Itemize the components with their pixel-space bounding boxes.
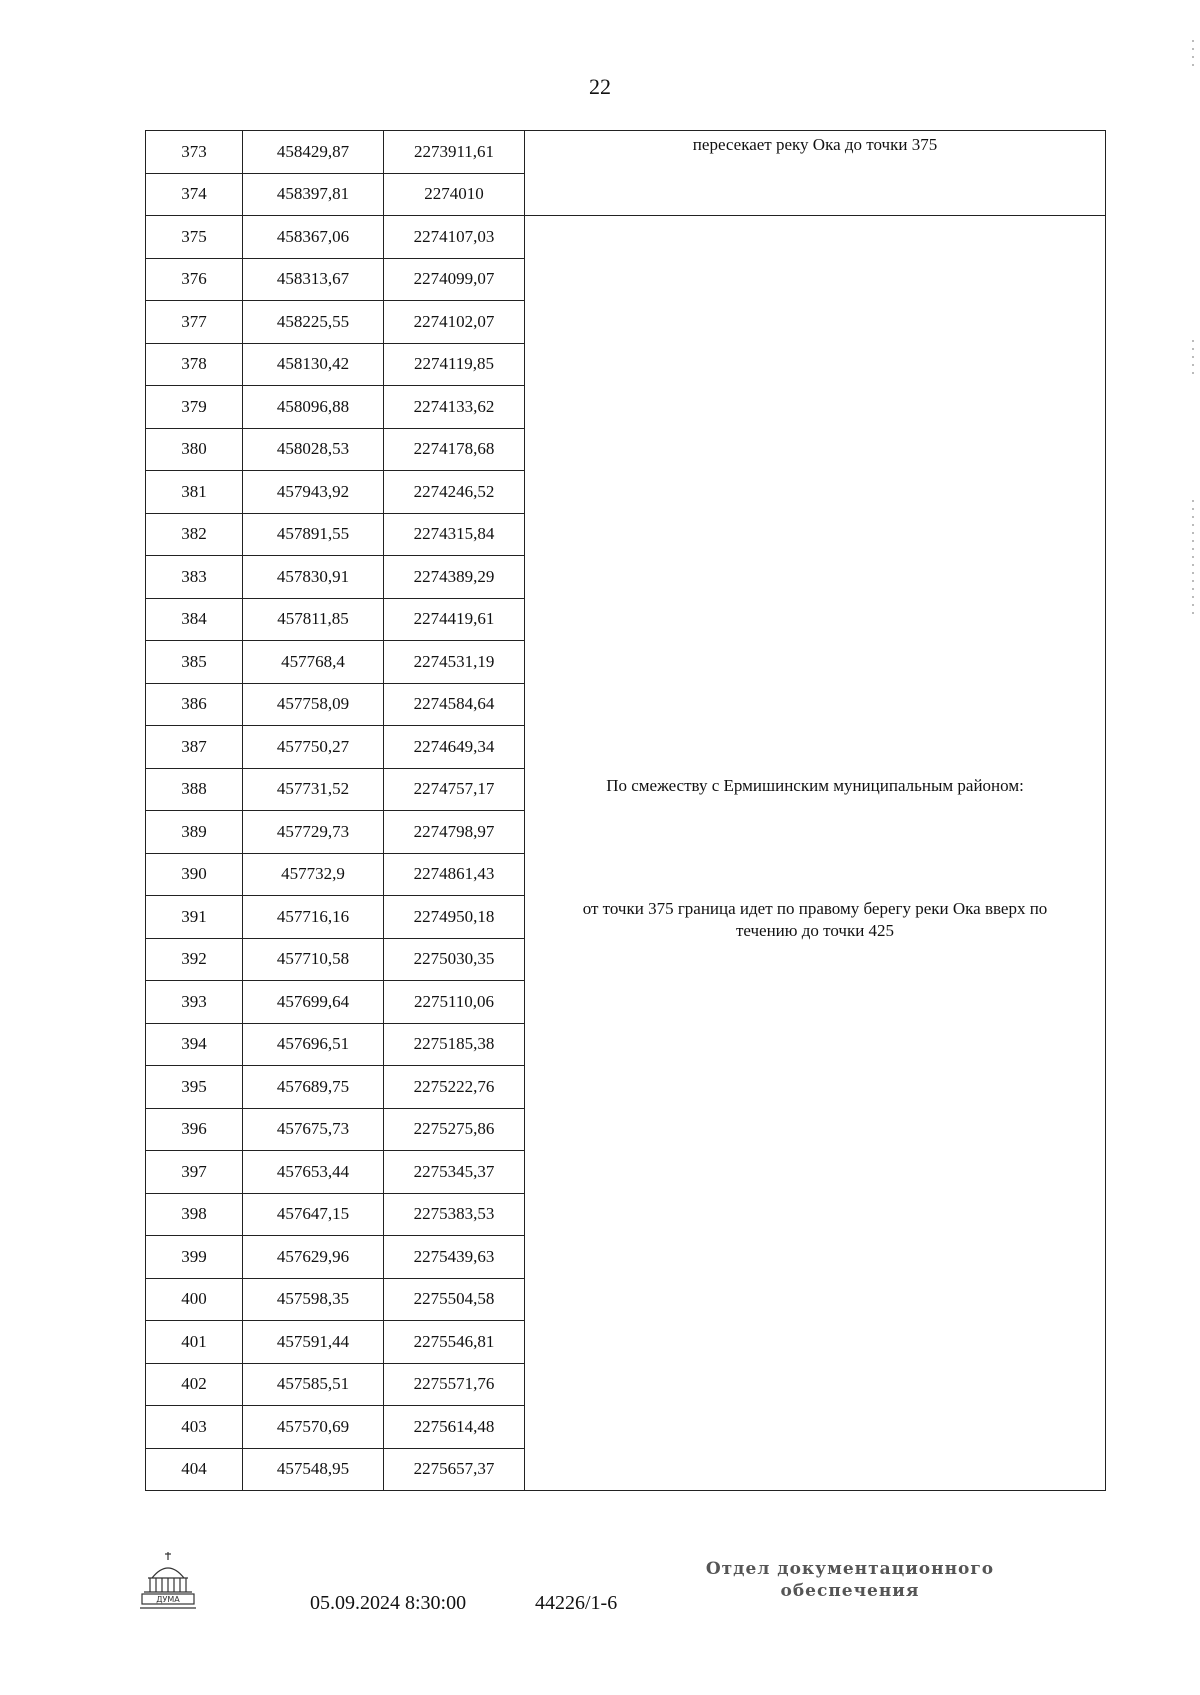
x-coordinate-cell: 457647,15 bbox=[243, 1193, 384, 1236]
x-coordinate-cell: 457731,52 bbox=[243, 768, 384, 811]
y-coordinate-cell: 2274102,07 bbox=[384, 301, 525, 344]
y-coordinate-cell: 2274389,29 bbox=[384, 556, 525, 599]
y-coordinate-cell: 2275345,37 bbox=[384, 1151, 525, 1194]
y-coordinate-cell: 2274315,84 bbox=[384, 513, 525, 556]
x-coordinate-cell: 457653,44 bbox=[243, 1151, 384, 1194]
point-number-cell: 379 bbox=[146, 386, 243, 429]
y-coordinate-cell: 2274950,18 bbox=[384, 896, 525, 939]
point-number-cell: 387 bbox=[146, 726, 243, 769]
department-stamp-line1: Отдел документационного bbox=[705, 1559, 995, 1579]
point-number-cell: 375 bbox=[146, 216, 243, 259]
x-coordinate-cell: 457710,58 bbox=[243, 938, 384, 981]
x-coordinate-cell: 458429,87 bbox=[243, 131, 384, 174]
x-coordinate-cell: 457716,16 bbox=[243, 896, 384, 939]
coordinates-table-body bbox=[146, 131, 1106, 1491]
point-number-cell: 390 bbox=[146, 853, 243, 896]
point-number-cell: 392 bbox=[146, 938, 243, 981]
point-number-cell: 398 bbox=[146, 1193, 243, 1236]
description-heading: По смежеству с Ермишинским муниципальным районом: bbox=[606, 776, 1024, 795]
x-coordinate-cell: 457811,85 bbox=[243, 598, 384, 641]
x-coordinate-cell: 457585,51 bbox=[243, 1363, 384, 1406]
department-stamp bbox=[700, 1558, 1000, 1602]
x-coordinate-cell: 457689,75 bbox=[243, 1066, 384, 1109]
footer-doc-number: 44226/1-6 bbox=[535, 1592, 618, 1614]
scan-margin-marks bbox=[1192, 500, 1194, 620]
point-number-cell: 399 bbox=[146, 1236, 243, 1279]
y-coordinate-cell: 2274798,97 bbox=[384, 811, 525, 854]
x-coordinate-cell: 457750,27 bbox=[243, 726, 384, 769]
point-number-cell: 383 bbox=[146, 556, 243, 599]
y-coordinate-cell: 2275383,53 bbox=[384, 1193, 525, 1236]
x-coordinate-cell: 457629,96 bbox=[243, 1236, 384, 1279]
point-number-cell: 384 bbox=[146, 598, 243, 641]
x-coordinate-cell: 457891,55 bbox=[243, 513, 384, 556]
point-number-cell: 396 bbox=[146, 1108, 243, 1151]
point-number-cell: 394 bbox=[146, 1023, 243, 1066]
y-coordinate-cell: 2275185,38 bbox=[384, 1023, 525, 1066]
point-number-cell: 389 bbox=[146, 811, 243, 854]
x-coordinate-cell: 457943,92 bbox=[243, 471, 384, 514]
point-number-cell: 393 bbox=[146, 981, 243, 1024]
x-coordinate-cell: 457591,44 bbox=[243, 1321, 384, 1364]
y-coordinate-cell: 2275030,35 bbox=[384, 938, 525, 981]
y-coordinate-cell: 2275110,06 bbox=[384, 981, 525, 1024]
x-coordinate-cell: 457732,9 bbox=[243, 853, 384, 896]
point-number-cell: 404 bbox=[146, 1448, 243, 1491]
x-coordinate-cell: 457548,95 bbox=[243, 1448, 384, 1491]
point-number-cell: 380 bbox=[146, 428, 243, 471]
point-number-cell: 391 bbox=[146, 896, 243, 939]
x-coordinate-cell: 458028,53 bbox=[243, 428, 384, 471]
point-number-cell: 397 bbox=[146, 1151, 243, 1194]
svg-text:ДУМА: ДУМА bbox=[156, 1595, 180, 1604]
x-coordinate-cell: 457699,64 bbox=[243, 981, 384, 1024]
y-coordinate-cell: 2275657,37 bbox=[384, 1448, 525, 1491]
point-number-cell: 400 bbox=[146, 1278, 243, 1321]
point-number-cell: 385 bbox=[146, 641, 243, 684]
point-number-cell: 401 bbox=[146, 1321, 243, 1364]
x-coordinate-cell: 457758,09 bbox=[243, 683, 384, 726]
y-coordinate-cell: 2274119,85 bbox=[384, 343, 525, 386]
point-number-cell: 382 bbox=[146, 513, 243, 556]
x-coordinate-cell: 457768,4 bbox=[243, 641, 384, 684]
point-number-cell: 381 bbox=[146, 471, 243, 514]
y-coordinate-cell: 2274133,62 bbox=[384, 386, 525, 429]
y-coordinate-cell: 2275504,58 bbox=[384, 1278, 525, 1321]
x-coordinate-cell: 457598,35 bbox=[243, 1278, 384, 1321]
duma-logo bbox=[138, 1548, 198, 1612]
y-coordinate-cell: 2274107,03 bbox=[384, 216, 525, 259]
y-coordinate-cell: 2274010 bbox=[384, 173, 525, 216]
point-number-cell: 403 bbox=[146, 1406, 243, 1449]
point-number-cell: 376 bbox=[146, 258, 243, 301]
point-number-cell: 373 bbox=[146, 131, 243, 174]
y-coordinate-cell: 2274757,17 bbox=[384, 768, 525, 811]
x-coordinate-cell: 457570,69 bbox=[243, 1406, 384, 1449]
x-coordinate-cell: 457729,73 bbox=[243, 811, 384, 854]
y-coordinate-cell: 2274649,34 bbox=[384, 726, 525, 769]
y-coordinate-cell: 2275571,76 bbox=[384, 1363, 525, 1406]
x-coordinate-cell: 457675,73 bbox=[243, 1108, 384, 1151]
point-number-cell: 386 bbox=[146, 683, 243, 726]
y-coordinate-cell: 2273911,61 bbox=[384, 131, 525, 174]
x-coordinate-cell: 458130,42 bbox=[243, 343, 384, 386]
x-coordinate-cell: 458225,55 bbox=[243, 301, 384, 344]
table-row bbox=[146, 131, 1106, 174]
y-coordinate-cell: 2274861,43 bbox=[384, 853, 525, 896]
y-coordinate-cell: 2275275,86 bbox=[384, 1108, 525, 1151]
description-cell-main bbox=[525, 216, 1106, 1491]
y-coordinate-cell: 2274419,61 bbox=[384, 598, 525, 641]
y-coordinate-cell: 2274246,52 bbox=[384, 471, 525, 514]
x-coordinate-cell: 458313,67 bbox=[243, 258, 384, 301]
point-number-cell: 388 bbox=[146, 768, 243, 811]
department-stamp-line2: обеспечения bbox=[780, 1581, 920, 1601]
scan-margin-marks bbox=[1192, 340, 1194, 380]
y-coordinate-cell: 2275439,63 bbox=[384, 1236, 525, 1279]
page-number: 22 bbox=[589, 74, 611, 99]
footer-date: 05.09.2024 8:30:00 bbox=[310, 1592, 467, 1614]
coordinates-table bbox=[145, 130, 1106, 1491]
y-coordinate-cell: 2274584,64 bbox=[384, 683, 525, 726]
scan-margin-marks bbox=[1192, 40, 1194, 70]
description-cell-top: пересекает реку Ока до точки 375 bbox=[525, 131, 1106, 216]
y-coordinate-cell: 2275546,81 bbox=[384, 1321, 525, 1364]
point-number-cell: 374 bbox=[146, 173, 243, 216]
y-coordinate-cell: 2274531,19 bbox=[384, 641, 525, 684]
point-number-cell: 402 bbox=[146, 1363, 243, 1406]
x-coordinate-cell: 458096,88 bbox=[243, 386, 384, 429]
y-coordinate-cell: 2275614,48 bbox=[384, 1406, 525, 1449]
y-coordinate-cell: 2274099,07 bbox=[384, 258, 525, 301]
y-coordinate-cell: 2274178,68 bbox=[384, 428, 525, 471]
x-coordinate-cell: 457830,91 bbox=[243, 556, 384, 599]
point-number-cell: 377 bbox=[146, 301, 243, 344]
x-coordinate-cell: 458397,81 bbox=[243, 173, 384, 216]
table-row bbox=[146, 216, 1106, 259]
point-number-cell: 395 bbox=[146, 1066, 243, 1109]
x-coordinate-cell: 457696,51 bbox=[243, 1023, 384, 1066]
point-number-cell: 378 bbox=[146, 343, 243, 386]
y-coordinate-cell: 2275222,76 bbox=[384, 1066, 525, 1109]
description-body: от точки 375 граница идет по правому берегу реки Ока вверх по течению до точки 425 bbox=[582, 899, 1048, 940]
x-coordinate-cell: 458367,06 bbox=[243, 216, 384, 259]
